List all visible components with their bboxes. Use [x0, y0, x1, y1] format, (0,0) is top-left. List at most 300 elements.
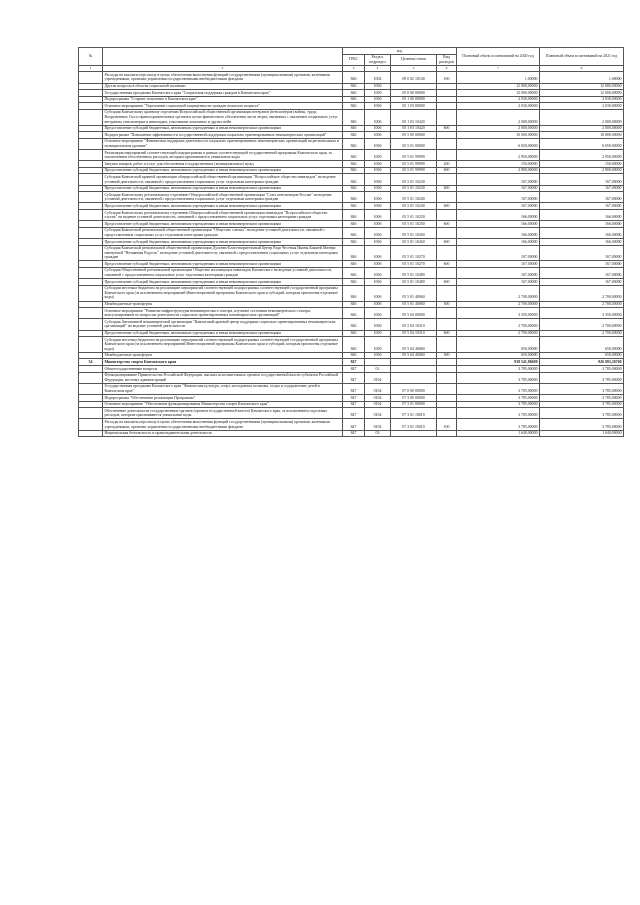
row-name-cell: Расходы на выплаты персоналу в целях обеспечения выполнения функций государственными (муниципальными) органами, казенными учреждениями, органами управления государственными внебюджетными фондами — [103, 72, 343, 83]
row-amount-2021-cell: 3 785,00000 — [540, 408, 624, 419]
row-section-cell: 1006 — [365, 279, 391, 286]
row-num-cell — [79, 174, 103, 185]
row-amount-2020-cell: 3 785,00000 — [457, 372, 540, 383]
row-name-cell: Субсидия Камчатскому краевому отделению Всероссийской общественной организации ветеранов (пенсионеров) войны, труда, Вооруженных Сил и правоохранительных органов в целях финансового обеспечения части затрат, связанных с оказанием социальных услуг ветеранам, пенсионерам и инвалидам, участникам локальных и других войн — [103, 109, 343, 125]
row-section-cell: 01 — [365, 366, 391, 373]
row-target-cell: 05 0 00 00000 — [391, 90, 437, 97]
row-target-cell: 05 5 01 10480 — [391, 267, 437, 278]
row-grbs-cell: 846 — [343, 185, 365, 192]
table-row — [79, 279, 624, 286]
row-amount-2020-cell: 2 700,00000 — [457, 319, 540, 330]
row-grbs-cell: 846 — [343, 245, 365, 261]
row-target-cell: 07 0 00 00000 — [391, 383, 437, 394]
row-grbs-cell: 847 — [343, 430, 365, 437]
row-amount-2021-cell: 167,00000 — [540, 185, 624, 192]
row-name-cell: Подпрограмма "Повышение эффективности государственной поддержки социально ориентированных некоммерческих организаций" — [103, 132, 343, 139]
row-num-cell — [79, 109, 103, 125]
row-grbs-cell: 846 — [343, 330, 365, 337]
row-target-cell: 05 5 01 10240 — [391, 203, 437, 210]
row-expense-type-cell: 600 — [437, 261, 457, 268]
row-amount-2021-cell: 166,00000 — [540, 221, 624, 228]
row-target-cell: 05 5 01 40060 — [391, 285, 437, 301]
row-num-cell — [79, 96, 103, 103]
row-target-cell: 05 5 04 00000 — [391, 308, 437, 319]
row-grbs-cell: 846 — [343, 352, 365, 359]
header-amount-2021: Плановый объем ассигнований на 2021 год — [540, 48, 624, 66]
row-amount-2021-cell: 10 000,00000 — [540, 132, 624, 139]
row-expense-type-cell: 600 — [437, 239, 457, 246]
row-expense-type-cell — [437, 109, 457, 125]
row-target-cell: 05 5 01 10270 — [391, 261, 437, 268]
row-amount-2021-cell: 1 640,00000 — [540, 430, 624, 437]
row-section-cell: 1006 — [365, 203, 391, 210]
row-amount-2021-cell: 650,00000 — [540, 352, 624, 359]
row-expense-type-cell — [437, 408, 457, 419]
row-num-cell — [79, 90, 103, 97]
row-name-cell: Основное мероприятие "Развитие инфраструктуры некоммерческого сектора, изучение состояния некоммерческого сектора, консультирование по вопросам деятельности социально ориентированных некоммерческих организаций" — [103, 308, 343, 319]
row-num-cell — [79, 227, 103, 238]
row-amount-2020-cell: 938 541,86600 — [457, 359, 540, 366]
row-name-cell: Предоставление субсидий бюджетным, автономным учреждениям и иным некоммерческим организациям — [103, 261, 343, 268]
row-name-cell: Подпрограмма "Старшее поколение в Камчатском крае" — [103, 96, 343, 103]
row-target-cell: 05 5 01 10240 — [391, 192, 437, 203]
row-section-cell: 0104 — [365, 383, 391, 394]
row-grbs-cell: 846 — [343, 161, 365, 168]
table-row — [79, 150, 624, 161]
row-section-cell: 1006 — [365, 109, 391, 125]
row-section-cell: 1006 — [365, 90, 391, 97]
table-row — [79, 352, 624, 359]
row-section-cell: 1006 — [365, 308, 391, 319]
row-expense-type-cell — [437, 366, 457, 373]
row-section-cell: 1006 — [365, 352, 391, 359]
row-expense-type-cell: 100 — [437, 72, 457, 83]
row-amount-2020-cell: 2 030,00000 — [457, 96, 540, 103]
row-amount-2020-cell: 3 785,00000 — [457, 383, 540, 394]
row-section-cell: 0104 — [365, 419, 391, 430]
row-grbs-cell: 847 — [343, 366, 365, 373]
row-amount-2021-cell: 3 785,00000 — [540, 401, 624, 408]
row-grbs-cell: 846 — [343, 192, 365, 203]
row-name-cell: Субсидия Камчатскому региональному отделению Общероссийской общественной организации инвалидов "Всероссийское общество глухих" на ведение уставной деятельности, связанной с предоставлением социальных услуг отдельным категориям граждан — [103, 210, 343, 221]
table-row — [79, 366, 624, 373]
row-section-cell: 1006 — [365, 245, 391, 261]
row-num-cell — [79, 395, 103, 402]
row-num-cell — [79, 192, 103, 203]
row-num-cell — [79, 125, 103, 132]
row-amount-2020-cell: 3 785,00000 — [457, 401, 540, 408]
row-expense-type-cell: 600 — [437, 125, 457, 132]
row-amount-2020-cell: 650,00000 — [457, 337, 540, 353]
table-row — [79, 330, 624, 337]
row-expense-type-cell — [437, 395, 457, 402]
row-expense-type-cell — [437, 245, 457, 261]
table-row — [79, 285, 624, 301]
row-amount-2020-cell: 3 785,00000 — [457, 408, 540, 419]
row-amount-2021-cell: 3 785,00000 — [540, 395, 624, 402]
table-row — [79, 221, 624, 228]
row-grbs-cell: 846 — [343, 109, 365, 125]
row-grbs-cell: 846 — [343, 72, 365, 83]
table-row — [79, 395, 624, 402]
row-num-cell — [79, 132, 103, 139]
row-amount-2020-cell: 167,00000 — [457, 203, 540, 210]
row-target-cell — [391, 359, 437, 366]
row-name-cell: Предоставление субсидий бюджетным, автономным учреждениям и иным некоммерческим организациям — [103, 125, 343, 132]
row-amount-2020-cell: 166,00000 — [457, 221, 540, 228]
table-row — [79, 109, 624, 125]
header-index-cell: 6 — [437, 65, 457, 72]
row-name-cell: Предоставление субсидий бюджетным, автономным учреждениям и иным некоммерческим организациям — [103, 203, 343, 210]
header-num: № — [79, 48, 103, 66]
row-amount-2021-cell: 2 700,00000 — [540, 330, 624, 337]
row-num-cell — [79, 419, 103, 430]
row-target-cell: 05 5 04 40060 — [391, 352, 437, 359]
row-amount-2021-cell: 2 030,00000 — [540, 96, 624, 103]
row-amount-2021-cell: 167,00000 — [540, 174, 624, 185]
row-num-cell — [79, 138, 103, 149]
row-name-cell: Функционирование Правительства Российской Федерации, высших исполнительных органов государственной власти субъектов Российской Федерации, местных администраций — [103, 372, 343, 383]
row-amount-2020-cell: 150,00000 — [457, 161, 540, 168]
table-row — [79, 132, 624, 139]
row-name-cell: Общегосударственные вопросы — [103, 366, 343, 373]
row-amount-2020-cell: 167,00000 — [457, 174, 540, 185]
row-expense-type-cell: 600 — [437, 185, 457, 192]
row-section-cell — [365, 359, 391, 366]
row-section-cell: 1006 — [365, 161, 391, 168]
row-section-cell: 1004 — [365, 72, 391, 83]
row-section-cell: 1006 — [365, 150, 391, 161]
row-num-cell — [79, 372, 103, 383]
row-section-cell: 1006 — [365, 132, 391, 139]
row-section-cell: 1006 — [365, 221, 391, 228]
row-name-cell: Субсидии местным бюджетам на реализацию мероприятий соответствующей подпрограммы соответствующей государственной программы Камчатского края (за исключением мероприятий Инвестиционной программы Камчатского края и субсидий, которым присвоены отдельные коды) — [103, 285, 343, 301]
row-expense-type-cell: 600 — [437, 279, 457, 286]
row-num-cell — [79, 408, 103, 419]
row-amount-2020-cell: 12 000,00000 — [457, 90, 540, 97]
row-num-cell — [79, 103, 103, 110]
row-amount-2021-cell: 2 000,00000 — [540, 125, 624, 132]
row-amount-2021-cell: 12 000,00000 — [540, 83, 624, 90]
row-section-cell: 1006 — [365, 261, 391, 268]
row-amount-2020-cell: 166,00000 — [457, 227, 540, 238]
row-amount-2020-cell: 167,00000 — [457, 245, 540, 261]
row-grbs-cell: 846 — [343, 279, 365, 286]
row-expense-type-cell — [437, 174, 457, 185]
row-section-cell: 1006 — [365, 138, 391, 149]
row-amount-2021-cell: 3 785,00000 — [540, 372, 624, 383]
row-target-cell: 05 5 01 10230 — [391, 185, 437, 192]
row-expense-type-cell — [437, 285, 457, 301]
table-row — [79, 383, 624, 394]
table-row — [79, 261, 624, 268]
table-row — [79, 138, 624, 149]
row-amount-2021-cell: 2 000,00000 — [540, 109, 624, 125]
row-amount-2021-cell: 650,00000 — [540, 337, 624, 353]
row-name-cell: Субсидия Камчатской краевой организации общероссийской общественной организации "Всероссийское общество инвалидов" на ведение уставной деятельности, связанной с предоставлением социальных услуг отдельным категориям граждан — [103, 174, 343, 185]
row-amount-2020-cell: 2 000,00000 — [457, 125, 540, 132]
row-expense-type-cell — [437, 192, 457, 203]
row-amount-2021-cell: 166,00000 — [540, 239, 624, 246]
row-expense-type-cell — [437, 83, 457, 90]
row-num-cell — [79, 330, 103, 337]
table-row — [79, 161, 624, 168]
table-row — [79, 185, 624, 192]
row-name-cell: Государственная программа Камчатского края "Социальная поддержка граждан в Камчатском крае" — [103, 90, 343, 97]
row-section-cell: 1006 — [365, 330, 391, 337]
row-amount-2020-cell: 3 785,00000 — [457, 395, 540, 402]
header-index-cell: 2 — [103, 65, 343, 72]
row-name-cell: Реализация мероприятий соответствующей подпрограммы в рамках соответствующей государственной программы Камчатского края, за исключением обособленных расходов, которым присваиваются уникальные коды — [103, 150, 343, 161]
row-target-cell: 05 5 01 99990 — [391, 161, 437, 168]
row-target-cell: 05 1 03 10420 — [391, 125, 437, 132]
row-grbs-cell: 846 — [343, 261, 365, 268]
row-amount-2020-cell: 167,00000 — [457, 185, 540, 192]
table-row — [79, 337, 624, 353]
row-name-cell: Предоставление субсидий бюджетным, автономным учреждениям и иным некоммерческим организациям — [103, 167, 343, 174]
row-amount-2021-cell: 166,00000 — [540, 210, 624, 221]
row-section-cell: 1006 — [365, 83, 391, 90]
row-grbs-cell: 847 — [343, 419, 365, 430]
header-row-top — [79, 48, 624, 55]
row-num-cell — [79, 285, 103, 301]
table-row — [79, 267, 624, 278]
row-num-cell — [79, 239, 103, 246]
row-amount-2021-cell: 6 650,00000 — [540, 138, 624, 149]
row-target-cell: 07 3 01 10010 — [391, 408, 437, 419]
row-section-cell: 0104 — [365, 395, 391, 402]
table-row — [79, 174, 624, 185]
row-grbs-cell: 846 — [343, 83, 365, 90]
row-expense-type-cell — [437, 337, 457, 353]
row-expense-type-cell — [437, 96, 457, 103]
row-amount-2021-cell: 1,00000 — [540, 72, 624, 83]
row-num-cell — [79, 72, 103, 83]
row-amount-2021-cell: 3 785,00000 — [540, 419, 624, 430]
row-name-cell: Межбюджетные трансферты — [103, 301, 343, 308]
table-row — [79, 419, 624, 430]
row-grbs-cell: 847 — [343, 372, 365, 383]
row-grbs-cell: 846 — [343, 96, 365, 103]
row-num-cell — [79, 401, 103, 408]
header-index-row — [79, 65, 624, 72]
row-section-cell: 0104 — [365, 372, 391, 383]
row-amount-2020-cell: 12 000,00000 — [457, 83, 540, 90]
row-expense-type-cell — [437, 210, 457, 221]
row-num-cell — [79, 308, 103, 319]
table-row — [79, 372, 624, 383]
row-grbs-cell: 846 — [343, 167, 365, 174]
row-num-cell — [79, 319, 103, 330]
row-name-cell: Министерство спорта Камчатского края — [103, 359, 343, 366]
row-expense-type-cell — [437, 138, 457, 149]
row-grbs-cell: 846 — [343, 285, 365, 301]
row-amount-2021-cell: 926 093,26700 — [540, 359, 624, 366]
row-section-cell: 1006 — [365, 185, 391, 192]
table-row — [79, 125, 624, 132]
row-target-cell: 07 3 01 10010 — [391, 419, 437, 430]
row-amount-2020-cell: 2 700,00000 — [457, 301, 540, 308]
row-name-cell: Подпрограмма "Обеспечение реализации Программы" — [103, 395, 343, 402]
row-section-cell: 1006 — [365, 227, 391, 238]
row-amount-2020-cell: 167,00000 — [457, 267, 540, 278]
row-name-cell: Основное мероприятие "Укрепление социальной защищенности граждан пожилого возраста" — [103, 103, 343, 110]
table-row — [79, 408, 624, 419]
row-expense-type-cell: 500 — [437, 352, 457, 359]
row-expense-type-cell — [437, 267, 457, 278]
row-target-cell — [391, 430, 437, 437]
row-amount-2020-cell: 3 785,00000 — [457, 366, 540, 373]
row-name-cell: Субсидия Автономной некоммерческой организации "Камчатский краевой центр поддержки социально ориентированных некоммерческих организаций" на ведение уставной деятельности — [103, 319, 343, 330]
row-target-cell: 05 5 01 10270 — [391, 245, 437, 261]
row-section-cell: 1006 — [365, 174, 391, 185]
row-num-cell — [79, 430, 103, 437]
row-grbs-cell: 846 — [343, 221, 365, 228]
row-expense-type-cell — [437, 150, 457, 161]
row-target-cell: 05 5 01 10230 — [391, 174, 437, 185]
row-target-cell: 07 3 01 00000 — [391, 401, 437, 408]
row-target-cell — [391, 83, 437, 90]
row-amount-2020-cell: 2 030,00000 — [457, 103, 540, 110]
row-amount-2020-cell: 6 650,00000 — [457, 138, 540, 149]
table-row — [79, 203, 624, 210]
header-grbs: ГРБС — [343, 54, 365, 65]
row-target-cell: 05 5 00 00000 — [391, 132, 437, 139]
row-expense-type-cell: 600 — [437, 330, 457, 337]
row-target-cell: 05 5 04 10310 — [391, 330, 437, 337]
row-amount-2021-cell: 167,00000 — [540, 261, 624, 268]
row-amount-2020-cell: 3 350,00000 — [457, 308, 540, 319]
row-amount-2021-cell: 2 800,00000 — [540, 167, 624, 174]
row-expense-type-cell — [437, 132, 457, 139]
row-grbs-cell: 847 — [343, 383, 365, 394]
table-row — [79, 401, 624, 408]
row-name-cell: Межбюджетные трансферты — [103, 352, 343, 359]
row-expense-type-cell — [437, 430, 457, 437]
header-index-cell: 3 — [343, 65, 365, 72]
row-name-cell: Предоставление субсидий бюджетным, автономным учреждениям и иным некоммерческим организациям — [103, 330, 343, 337]
table-row — [79, 245, 624, 261]
header-target: Целевая статья — [391, 54, 437, 65]
row-grbs-cell: 846 — [343, 150, 365, 161]
row-grbs-cell: 846 — [343, 239, 365, 246]
row-target-cell: 05 1 00 00000 — [391, 96, 437, 103]
row-expense-type-cell: 600 — [437, 203, 457, 210]
row-grbs-cell: 846 — [343, 267, 365, 278]
row-section-cell: 1006 — [365, 96, 391, 103]
row-num-cell — [79, 203, 103, 210]
row-num-cell — [79, 245, 103, 261]
row-amount-2020-cell: 2 000,00000 — [457, 109, 540, 125]
row-amount-2020-cell: 167,00000 — [457, 279, 540, 286]
table-row — [79, 227, 624, 238]
row-target-cell: 05 1 03 10420 — [391, 109, 437, 125]
header-index-cell: 1 — [79, 65, 103, 72]
row-name-cell: Субсидия Камчатской региональной общественной организации "Общество слепых" на ведение уставной деятельности, связанной с предоставлением социальных услуг отдельным категориям граждан — [103, 227, 343, 238]
table-row — [79, 72, 624, 83]
row-name-cell: Субсидия Камчатской региональной общественной организации Духовно-Благотворительный Центр Ради Честныя Иконы Божией Матери именуемой "Нечаянная Радость" на ведение уставной деятельности, связанной с предоставлением социальных услуг отдельным категориям граждан — [103, 245, 343, 261]
row-target-cell: 05 1 03 00000 — [391, 103, 437, 110]
table-body — [79, 72, 624, 437]
table-row — [79, 83, 624, 90]
row-expense-type-cell: 200 — [437, 161, 457, 168]
row-name-cell: Субсидия Камчатскому региональному отделению Общероссийской общественной организации "Союз пенсионеров России" на ведение уставной деятельности, связанной с предоставлением социальных услуг отдельным категориям граждан — [103, 192, 343, 203]
row-expense-type-cell — [437, 308, 457, 319]
row-num-cell — [79, 383, 103, 394]
row-amount-2021-cell: 3 785,00000 — [540, 366, 624, 373]
row-amount-2021-cell: 167,00000 — [540, 245, 624, 261]
budget-table — [78, 47, 624, 437]
row-num-cell — [79, 267, 103, 278]
row-amount-2021-cell: 167,00000 — [540, 267, 624, 278]
row-section-cell: 03 — [365, 430, 391, 437]
row-num-cell — [79, 352, 103, 359]
row-expense-type-cell — [437, 383, 457, 394]
header-index-cell: 5 — [391, 65, 437, 72]
row-name-cell: Основное мероприятие "Обеспечение функционирования Министерства спорта Камчатского края" — [103, 401, 343, 408]
row-expense-type-cell — [437, 319, 457, 330]
row-num-cell — [79, 261, 103, 268]
row-section-cell: 0104 — [365, 401, 391, 408]
row-name-cell: Субсидии местным бюджетам на реализацию мероприятий соответствующей подпрограммы соответствующей государственной программы Камчатского края (за исключением мероприятий Инвестиционной программы Камчатского края и субсидий, которым присвоены отдельные коды) — [103, 337, 343, 353]
row-target-cell: 07 3 00 00000 — [391, 395, 437, 402]
table-row — [79, 319, 624, 330]
row-grbs-cell: 846 — [343, 210, 365, 221]
row-section-cell: 1006 — [365, 210, 391, 221]
table-row — [79, 167, 624, 174]
row-expense-type-cell — [437, 103, 457, 110]
row-grbs-cell: 846 — [343, 308, 365, 319]
row-expense-type-cell: 500 — [437, 301, 457, 308]
table-row — [79, 430, 624, 437]
row-num-cell — [79, 337, 103, 353]
header-name — [103, 48, 343, 66]
row-expense-type-cell: 600 — [437, 167, 457, 174]
row-grbs-cell: 846 — [343, 337, 365, 353]
row-expense-type-cell — [437, 90, 457, 97]
row-grbs-cell: 846 — [343, 103, 365, 110]
row-target-cell: 05 5 01 40060 — [391, 301, 437, 308]
table-row — [79, 301, 624, 308]
row-target-cell: 05 5 01 10250 — [391, 210, 437, 221]
row-amount-2020-cell: 2 700,00000 — [457, 285, 540, 301]
header-expense-type: Вид расходов — [437, 54, 457, 65]
row-name-cell: Другие вопросы в области социальной политики — [103, 83, 343, 90]
row-amount-2020-cell: 166,00000 — [457, 210, 540, 221]
row-num-cell — [79, 279, 103, 286]
table-row — [79, 96, 624, 103]
table-row — [79, 103, 624, 110]
row-expense-type-cell — [437, 227, 457, 238]
row-grbs-cell: 847 — [343, 401, 365, 408]
row-expense-type-cell — [437, 401, 457, 408]
row-name-cell: Национальная безопасность и правоохранительная деятельность — [103, 430, 343, 437]
row-section-cell: 1006 — [365, 239, 391, 246]
row-amount-2021-cell: 167,00000 — [540, 279, 624, 286]
row-target-cell — [391, 366, 437, 373]
table-row — [79, 90, 624, 97]
row-name-cell: Обеспечение деятельности государственных органов (органов государственной власти) Камчатского края, за исключением отдельных расходов, которым присваиваются уникальные коды — [103, 408, 343, 419]
row-amount-2021-cell: 3 350,00000 — [540, 308, 624, 319]
row-amount-2020-cell: 10 000,00000 — [457, 132, 540, 139]
row-amount-2021-cell: 2 700,00000 — [540, 285, 624, 301]
row-grbs-cell: 846 — [343, 138, 365, 149]
row-amount-2021-cell: 2 950,00000 — [540, 150, 624, 161]
row-target-cell: 05 5 04 40060 — [391, 337, 437, 353]
row-target-cell: 09 0 02 10140 — [391, 72, 437, 83]
row-target-cell: 05 5 04 10310 — [391, 319, 437, 330]
table-row — [79, 192, 624, 203]
